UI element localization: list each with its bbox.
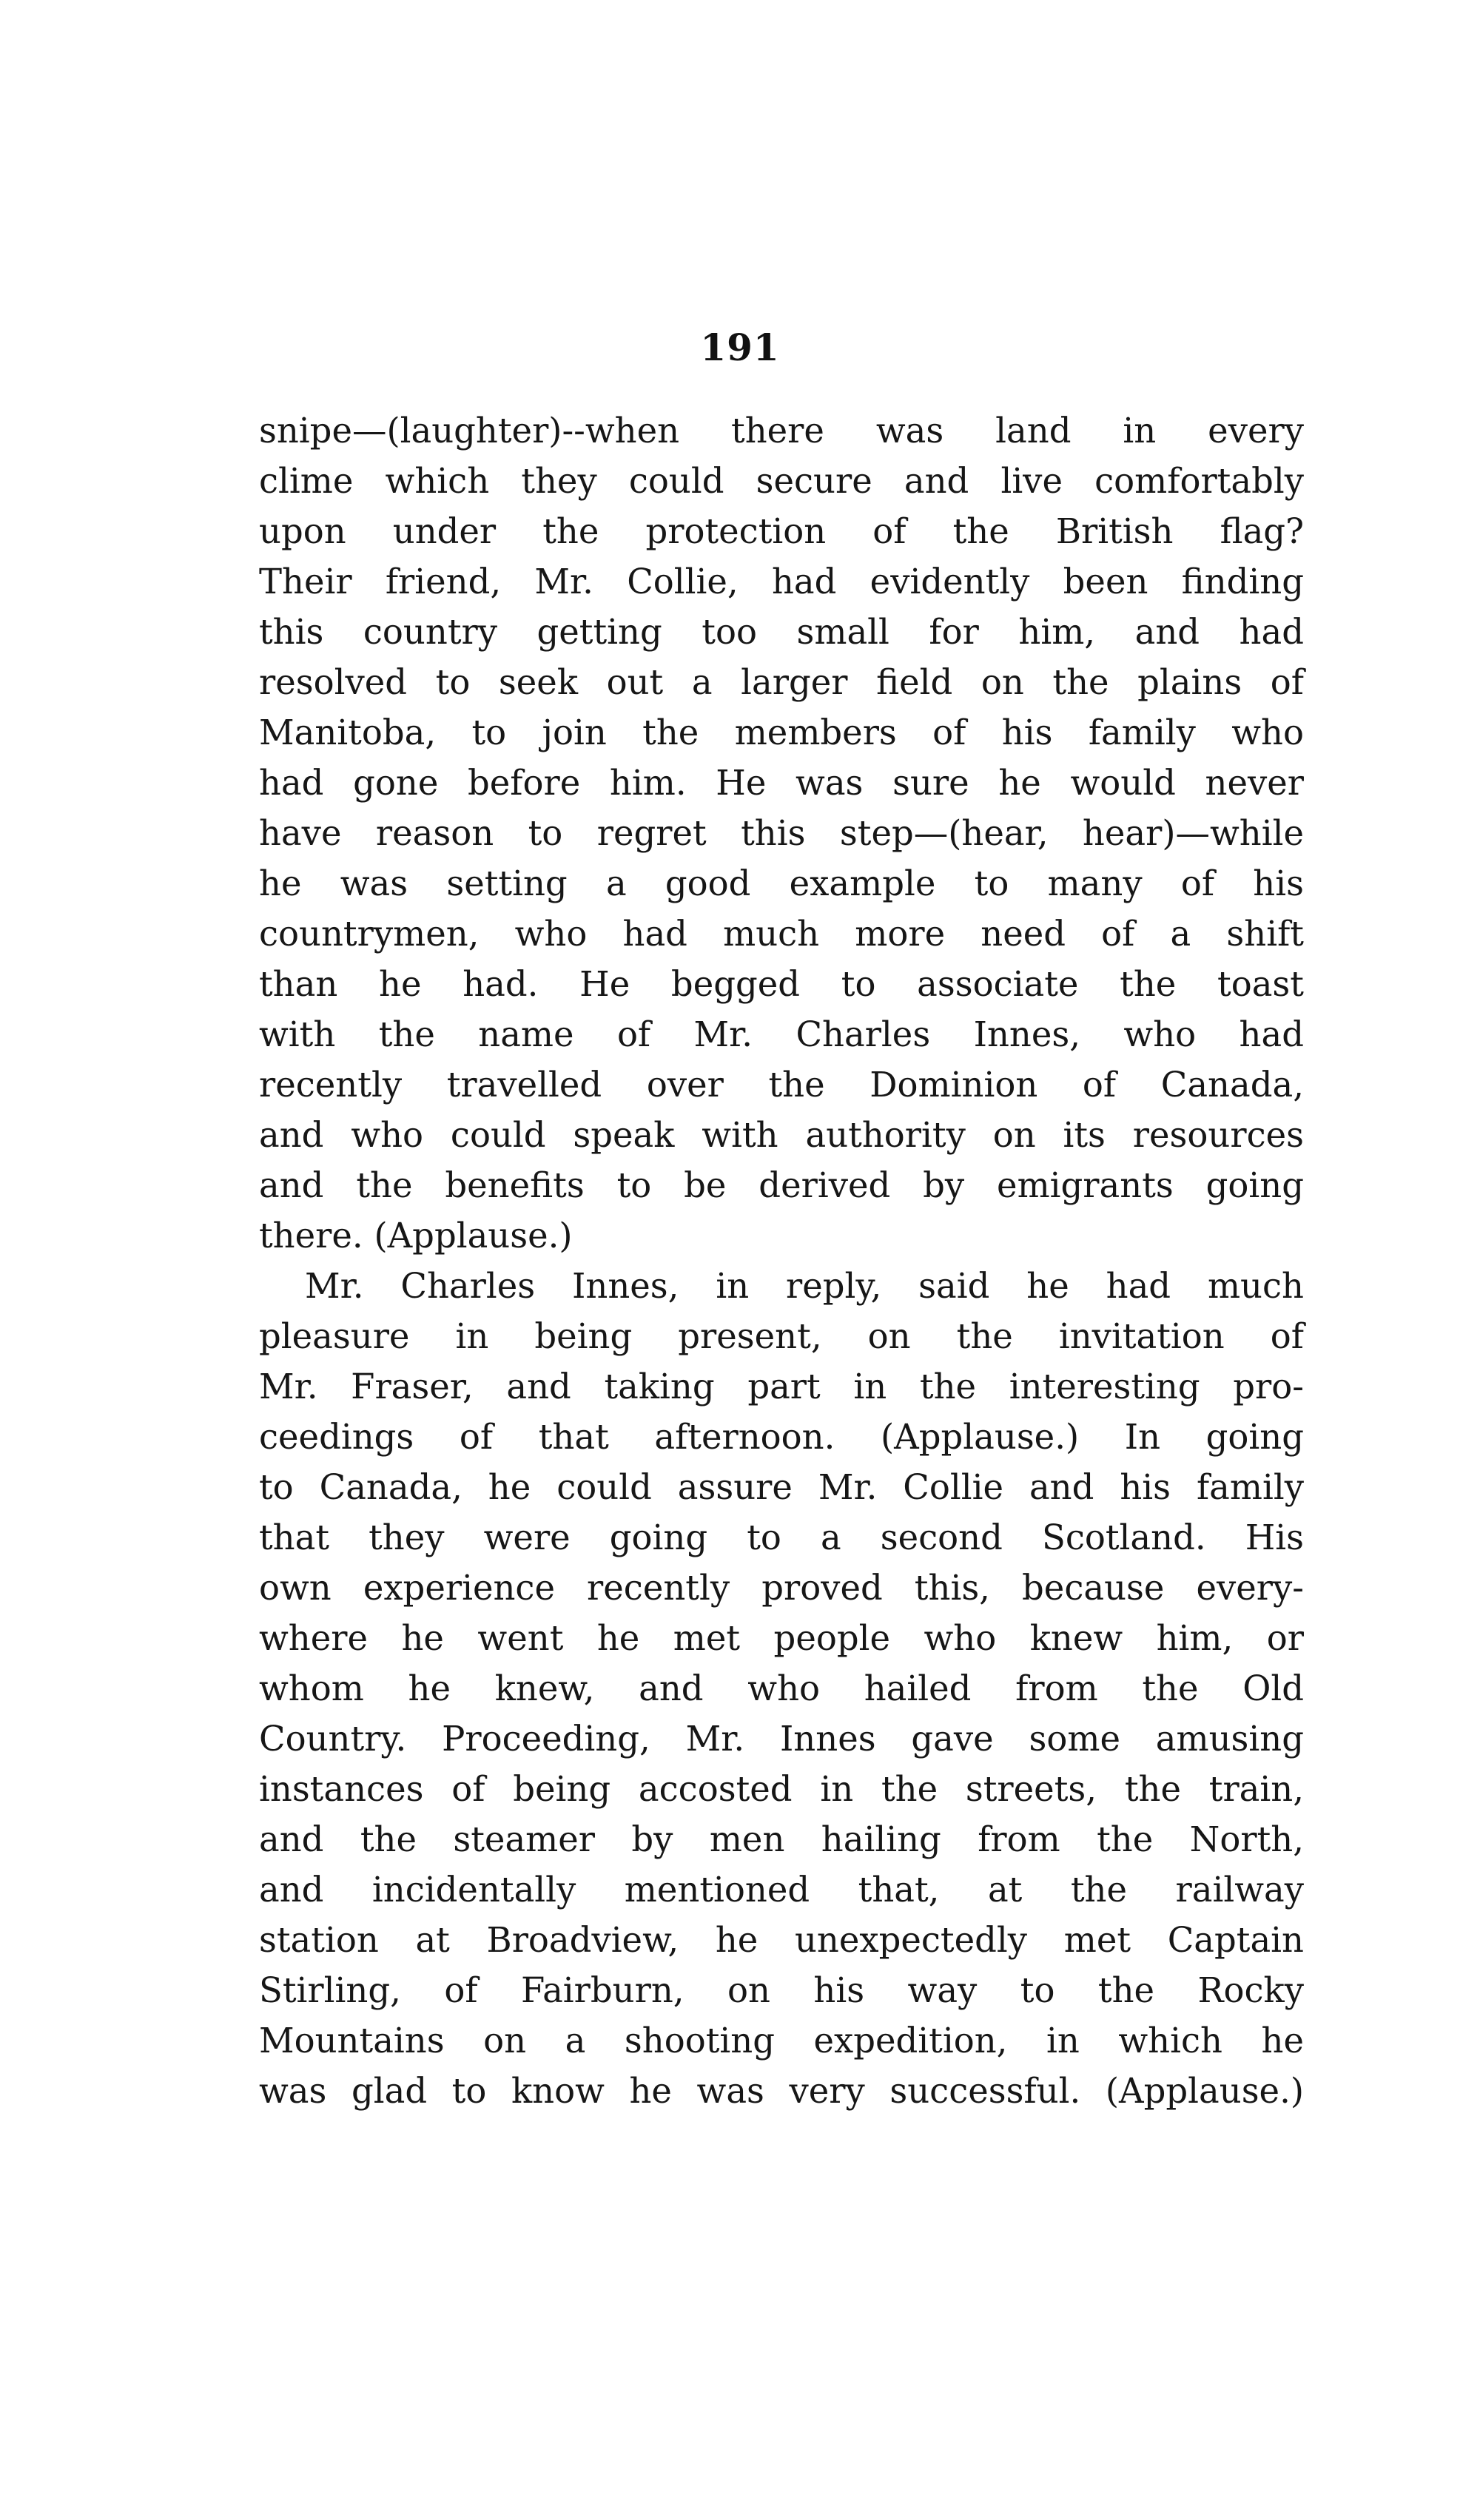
body-text — [259, 405, 1304, 2116]
text-line: own experience recently proved this, because every- — [259, 1568, 1304, 1608]
text-line: snipe—(laughter)--when there was land in every — [259, 411, 1304, 451]
text-line: whom he knew, and who hailed from the Old — [259, 1668, 1304, 1708]
text-line: Mr. Charles Innes, in reply, said he had much — [305, 1266, 1304, 1306]
text-line: had gone before him. He was sure he would never — [259, 763, 1304, 803]
text-line: where he went he met people who knew him, or — [259, 1618, 1304, 1658]
text-line: Stirling, of Fairburn, on his way to the Rocky — [259, 1970, 1304, 2010]
text-line: Manitoba, to join the members of his family who — [259, 712, 1304, 752]
paragraph-2 — [259, 1261, 1304, 2116]
text-line: Mountains on a shooting expedition, in which he — [259, 2021, 1304, 2061]
text-line: than he had. He begged to associate the toast — [259, 964, 1304, 1004]
page-number: 191 — [700, 326, 780, 369]
text-line: resolved to seek out a larger field on the plains of — [259, 662, 1304, 702]
text-line: this country getting too small for him, and had — [259, 612, 1304, 652]
text-line: that they were going to a second Scotland. His — [259, 1517, 1304, 1557]
text-line: and the steamer by men hailing from the North, — [259, 1819, 1304, 1859]
text-line: to Canada, he could assure Mr. Collie and his family — [259, 1467, 1304, 1507]
text-line: upon under the protection of the British flag? — [259, 511, 1304, 551]
text-line: and incidentally mentioned that, at the railway — [259, 1870, 1304, 1910]
text-line: and the benefits to be derived by emigrants going — [259, 1165, 1304, 1205]
text-line: ceedings of that afternoon. (Applause.) In going — [259, 1417, 1304, 1457]
text-line: have reason to regret this step—(hear, hear)—while — [259, 813, 1304, 853]
text-line: and who could speak with authority on its resources — [259, 1115, 1304, 1155]
text-line: pleasure in being present, on the invitation of — [259, 1316, 1304, 1356]
text-line: station at Broadview, he unexpectedly met Captain — [259, 1920, 1304, 1960]
text-line: clime which they could secure and live comfortably — [259, 461, 1304, 501]
text-line: he was setting a good example to many of his — [259, 863, 1304, 903]
paragraph-1 — [259, 405, 1304, 1261]
text-line: Their friend, Mr. Collie, had evidently been finding — [259, 562, 1304, 602]
text-line: with the name of Mr. Charles Innes, who had — [259, 1014, 1304, 1054]
text-line: recently travelled over the Dominion of Canada, — [259, 1065, 1304, 1105]
text-line: instances of being accosted in the streets, the train, — [259, 1769, 1304, 1809]
text-line: there. (Applause.) — [259, 1216, 573, 1256]
text-line: countrymen, who had much more need of a shift — [259, 914, 1304, 954]
text-line: Country. Proceeding, Mr. Innes gave some amusing — [259, 1719, 1304, 1759]
text-line: was glad to know he was very successful. (Applause.) — [259, 2071, 1304, 2111]
text-line: Mr. Fraser, and taking part in the interesting pro- — [259, 1367, 1304, 1406]
